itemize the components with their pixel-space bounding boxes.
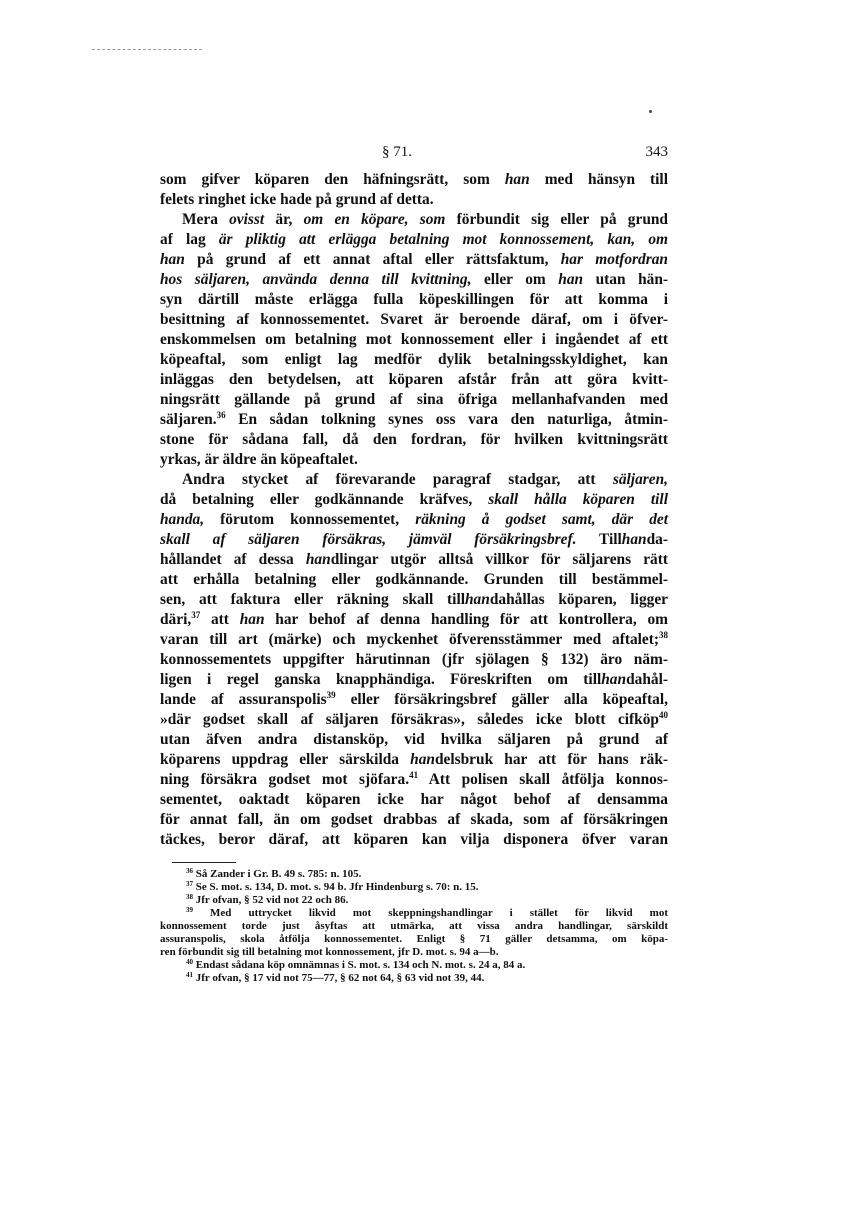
text-line: inläggas den betydelsen, att köparen afstår från att göra kvitt-: [160, 371, 668, 388]
footnote: $^{40}$ Endast sådana köp omnämnas i S. mot. s. 134 och N. mot. s. 24 a, 84 a.: [186, 958, 526, 971]
footnote: $^{37}$ Se S. mot. s. 134, D. mot. s. 94 b. Jfr Hindenburg s. 70: n. 15.: [186, 880, 479, 893]
text-line: yrkas, är äldre än köpeaftalet.: [160, 451, 358, 468]
text-line: ningsrätt gällande på grund af sina öfriga mellanhafvanden med: [160, 391, 668, 408]
text-line: för annat fall, än om godset drabbas af skada, som af försäkringen: [160, 811, 668, 828]
text-line: enskommelsen om betalning mot konnossement eller i ingåendet af ett: [160, 331, 668, 348]
scan-artifact-line: [92, 49, 202, 50]
text-line: sen, att faktura eller räkning skall tillhandahållas köparen, ligger: [160, 591, 668, 608]
text-line: syn därtill måste erlägga fulla köpeskillingen för att komma i: [160, 291, 668, 308]
text-line: hållandet af dessa handlingar utgör alltså villkor för säljarens rätt: [160, 551, 668, 568]
text-line: sementet, oaktadt köparen icke har något behof af densamma: [160, 791, 668, 808]
text-line: stone för sådana fall, då den fordran, för hvilken kvittningsrätt: [160, 431, 668, 448]
footnote-ref: 36: [216, 410, 226, 420]
footnote-ref: 41: [409, 770, 419, 780]
text-line: som gifver köparen den häfningsrätt, som han med hänsyn till: [160, 171, 668, 188]
text-line: lande af assuranspolis$^{39}$ eller försäkringsbref gäller alla köpeaftal,: [160, 690, 668, 708]
footnote: $^{36}$ Så Zander i Gr. B. 49 s. 785: n. 105.: [186, 867, 362, 880]
running-header: [160, 144, 668, 166]
page-number: 343: [645, 144, 668, 160]
text-line: skall af säljaren försäkras, jämväl försäkringsbref. Tillhanda-: [160, 531, 668, 548]
text-line: att erhålla betalning eller godkännande. Grunden till bestämmel-: [160, 571, 668, 588]
text-line: utan äfven andra distansköp, vid hvilka säljaren på grund af: [160, 731, 668, 748]
footnote-ref: 37: [191, 610, 201, 620]
text-line: köpeaftal, som enligt lag medför dylik betalningsskyldighet, kan: [160, 351, 668, 368]
text-line: säljaren.$^{36}$ En sådan tolkning synes oss vara den naturliga, åtmin-: [160, 410, 668, 428]
footnote-rule: [172, 862, 236, 863]
text-line: Mera ovisst är, om en köpare, som förbundit sig eller på grund: [182, 211, 668, 228]
text-line: felets ringhet icke hade på grund af detta.: [160, 191, 434, 208]
text-line: varan till art (märke) och myckenhet öfverensstämmer med aftalet;$^{38}$: [160, 630, 668, 648]
text-line: ligen i regel ganska knapphändiga. Föreskriften om tillhandahål-: [160, 671, 668, 688]
text-line: ning försäkra godset mot sjöfara.$^{41}$ Att polisen skall åtfölja konnos-: [160, 770, 668, 788]
text-line: Andra stycket af förevarande paragraf stadgar, att säljaren,: [182, 471, 668, 488]
footnote-continuation: assuranspolis, skola åtfölja konnossementet. Enligt § 71 gäller detsamma, om köpa-: [160, 933, 668, 945]
text-line: då betalning eller godkännande kräfves, skall hålla köparen till: [160, 491, 668, 508]
text-line: täckes, beror däraf, att köparen kan vilja disponera öfver varan: [160, 831, 668, 848]
text-line: däri,$^{37}$ att han har behof af denna handling för att kontrollera, om: [160, 610, 668, 628]
section-number: § 71.: [382, 144, 412, 160]
text-line: »där godset skall af säljaren försäkras», således icke blott cifköp$^{40}$: [160, 710, 668, 728]
text-line: af lag är pliktig att erlägga betalning mot konnossement, kan, om: [160, 231, 668, 248]
text-line: hos säljaren, använda denna till kvittning, eller om han utan hän-: [160, 271, 669, 288]
text-line: besittning af konnossementet. Svaret är beroende däraf, om i öfver-: [160, 311, 668, 328]
text-line: han på grund af ett annat aftal eller rättsfaktum, har motfordran: [160, 251, 668, 268]
footnote-continuation: ren förbundit sig till betalning mot konnossement, jfr D. mot. s. 94 a—b.: [160, 946, 499, 958]
footnote-ref: 40: [659, 710, 668, 720]
main-text: [160, 170, 668, 850]
footnote: $^{39}$ Med uttrycket likvid mot skeppningshandlingar i stället för likvid mot: [186, 906, 668, 919]
footnote: $^{41}$ Jfr ofvan, § 17 vid not 75—77, § 62 not 64, § 63 vid not 39, 44.: [186, 971, 485, 984]
footnote-continuation: konnossement torde just åsyftas att utmärka, att vissa andra handlingar, särskildt: [160, 920, 668, 932]
text-line: konnossementets uppgifter härutinnan (jfr sjölagen § 132) äro näm-: [160, 651, 668, 668]
text-line: köparens uppdrag eller särskilda handelsbruk har att för hans räk-: [160, 751, 669, 768]
footnote-ref: 39: [326, 690, 336, 700]
footnotes: [160, 868, 668, 985]
footnote: $^{38}$ Jfr ofvan, § 52 vid not 22 och 86.: [186, 893, 349, 906]
scan-artifact-dot: [649, 110, 652, 113]
text-line: handa, förutom konnossementet, räkning å godset samt, där det: [160, 511, 668, 528]
footnote-ref: 38: [659, 630, 668, 640]
